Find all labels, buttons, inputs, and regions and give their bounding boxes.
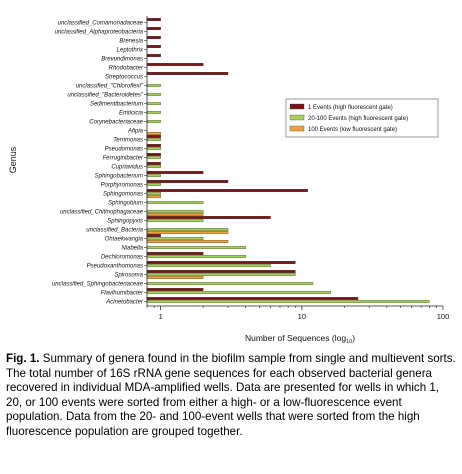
y-tick-label: unclassified_Comamonadaceae xyxy=(57,20,143,27)
bar xyxy=(147,153,161,156)
bar xyxy=(147,156,161,159)
bar xyxy=(147,93,161,96)
y-tick-label: Streptococcus xyxy=(104,74,143,81)
x-axis-label: Number of Sequences $(\log_{10})$ xyxy=(244,333,356,345)
legend-label: 20-100 Events (high fluorescent gate) xyxy=(308,115,409,122)
y-tick-label: Pseudomonas xyxy=(104,146,143,153)
bar xyxy=(147,144,161,147)
bar xyxy=(147,228,228,231)
bar xyxy=(147,264,271,267)
bar xyxy=(147,291,331,294)
y-tick-label: Flavihumibacter xyxy=(100,290,143,297)
bar xyxy=(147,234,161,237)
bar xyxy=(147,183,161,186)
bar xyxy=(147,219,203,222)
bar xyxy=(147,297,358,300)
legend-swatch xyxy=(290,115,304,120)
bar xyxy=(147,189,308,192)
bar xyxy=(147,300,429,303)
bar xyxy=(147,36,161,39)
bar xyxy=(147,261,295,264)
bar xyxy=(147,195,161,198)
bar xyxy=(147,45,161,48)
bar xyxy=(147,240,228,243)
figure-caption xyxy=(6,352,456,440)
bar xyxy=(147,120,161,123)
legend-swatch xyxy=(290,104,304,109)
bar xyxy=(147,276,203,279)
y-tick-label: Pseudoxanthomonas xyxy=(86,263,143,270)
y-tick-label: Sphingopyxis xyxy=(107,218,143,225)
y-tick-label: unclassified_"Chloroflexi" xyxy=(75,83,143,90)
y-tick-label: unclassified_Sphingobacteriaceae xyxy=(51,281,143,288)
bar xyxy=(147,192,161,195)
y-tick-label: Sphingomonas xyxy=(102,191,143,198)
bar xyxy=(147,282,313,285)
bar xyxy=(147,165,161,168)
bar xyxy=(147,180,228,183)
y-tick-label: Emticicia xyxy=(118,110,143,117)
y-tick-label: Sphingobium xyxy=(107,200,143,207)
y-tick-label: Porphyromonas xyxy=(100,182,143,189)
bar xyxy=(147,147,161,150)
legend-swatch xyxy=(290,126,304,131)
y-tick-label: Ferruginibacter xyxy=(102,155,143,162)
y-tick-label: unclassified_"Bacteroidetes" xyxy=(67,92,143,99)
y-tick-label: Brenesia xyxy=(119,38,143,45)
x-tick-label: 100 xyxy=(436,312,450,321)
plot-area xyxy=(52,16,449,321)
bar xyxy=(147,213,203,216)
bar xyxy=(147,210,203,213)
bar xyxy=(147,111,161,114)
bar xyxy=(147,72,228,75)
bar xyxy=(147,171,203,174)
bar xyxy=(147,252,203,255)
bar xyxy=(147,273,295,276)
bar xyxy=(147,63,203,66)
bar xyxy=(147,132,161,135)
bar xyxy=(147,216,271,219)
y-tick-label: Rhodobacter xyxy=(108,65,143,72)
x-tick-label: 10 xyxy=(297,312,307,321)
bar xyxy=(147,102,161,105)
legend xyxy=(286,99,438,137)
y-tick-label: Dechloromonas xyxy=(100,254,143,261)
y-axis-label: Genus xyxy=(8,146,18,174)
bar xyxy=(147,270,295,273)
y-tick-label: Corynebacteriaceae xyxy=(89,119,143,126)
y-tick-label: Leptothrix xyxy=(116,47,143,54)
bar xyxy=(147,246,246,249)
y-tick-label: Brevundimonas xyxy=(101,56,143,63)
bar xyxy=(147,237,203,240)
y-tick-label: Sedimentibacterium xyxy=(89,101,143,108)
y-tick-label: Ohtaekwangia xyxy=(104,236,143,243)
y-tick-label: Cupriavidus xyxy=(111,164,143,171)
y-tick-label: unclassified_Bacteria xyxy=(86,227,143,234)
y-tick-label: Acinetobacter xyxy=(106,299,143,306)
y-tick-label: unclassified_Chitinophagaceae xyxy=(59,209,143,216)
bar xyxy=(147,135,161,138)
y-tick-label: Spirosoma xyxy=(114,272,143,279)
caption-label: Fig. 1. xyxy=(6,352,40,365)
bar xyxy=(147,231,228,234)
y-tick-label: Terrimonas xyxy=(113,137,143,144)
bar xyxy=(147,255,246,258)
bar xyxy=(147,174,161,177)
bar xyxy=(147,18,161,21)
bar xyxy=(147,138,161,141)
bar xyxy=(147,27,161,30)
bar xyxy=(147,201,203,204)
y-tick-label: Sphingobacterium xyxy=(94,173,143,180)
legend-label: 100 Events (low fluorescent gate) xyxy=(308,126,398,133)
bar xyxy=(147,288,203,291)
y-tick-label: Afipia xyxy=(127,128,143,135)
x-tick-label: 1 xyxy=(158,312,163,321)
bar xyxy=(147,162,161,165)
legend-label: 1 Events (high fluorescent gate) xyxy=(308,104,393,111)
caption-text: Summary of genera found in the biofilm sample from single and multievent sorts. The total number of 16S rRNA gene sequences for each observed bacterial genera recovered in individual MDA-amplified wells. Data are presented for wells in which 1, 20, or 100 events were sorted from either a high- or a low-fluorescence event population. Data from the 20- and 100-event wells that were sorted from the high fluorescence population are grouped together. xyxy=(6,352,456,438)
bar xyxy=(147,84,161,87)
y-tick-label: Niabella xyxy=(121,245,143,252)
bar xyxy=(147,54,161,57)
y-tick-label: unclassified_Alphaproteobacteria xyxy=(54,29,143,36)
